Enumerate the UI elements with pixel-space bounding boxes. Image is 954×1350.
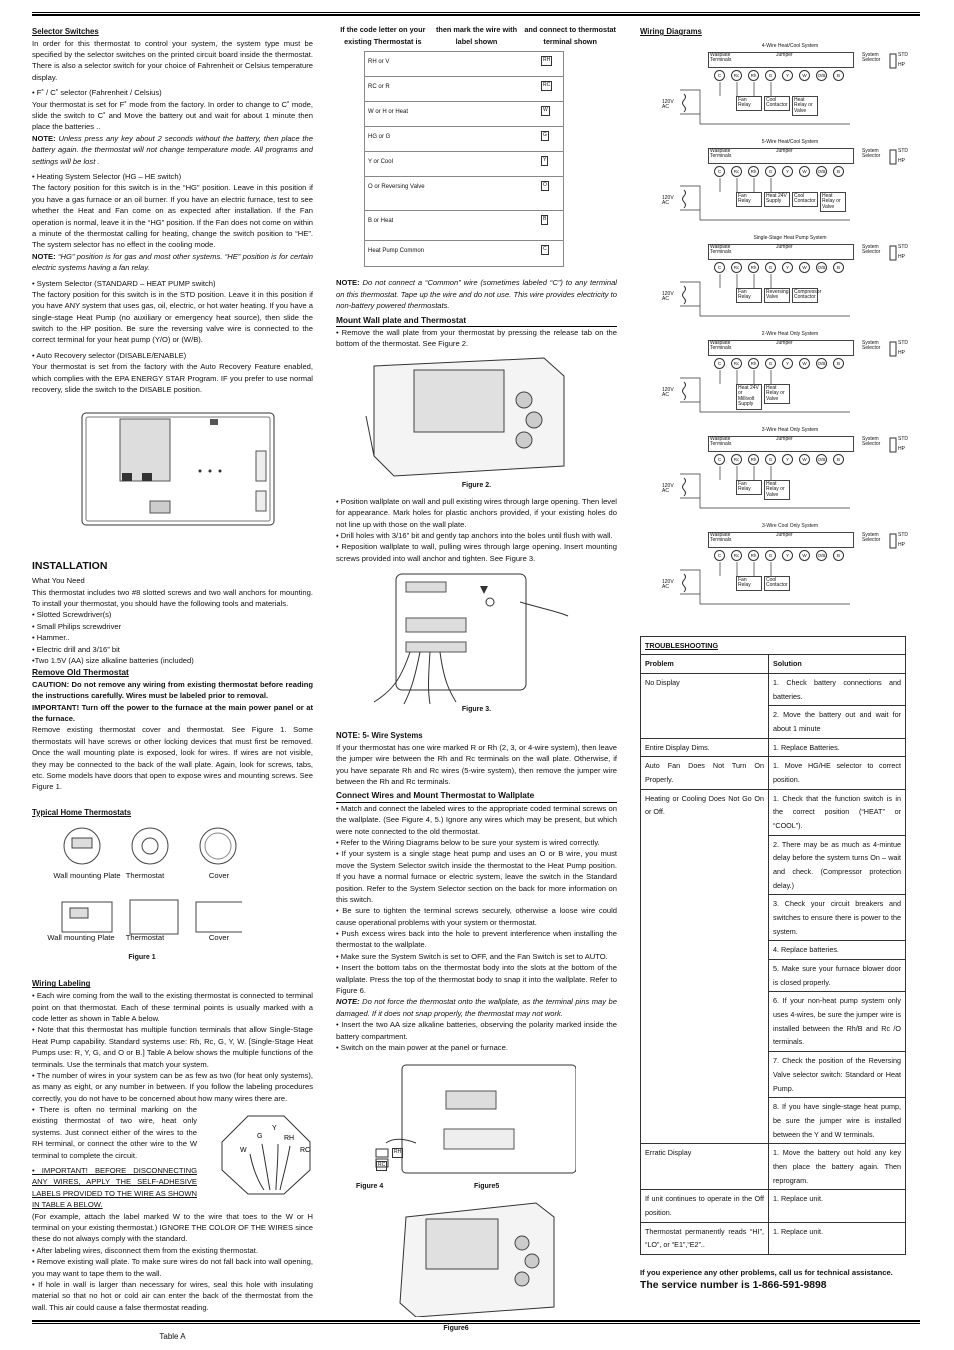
ts-row	[641, 674, 906, 706]
ts-solution: 2. There may be as much as 4-mintue delay before the system turns On – wait and check. (Compressor protection delay.)	[769, 835, 906, 895]
terminal: B	[833, 262, 844, 273]
diagram-title: 4-Wire Heat/Cool System	[761, 42, 819, 49]
fig1-label: Wall mounting Plate	[53, 871, 121, 881]
wl-p5: (For example, attach the label marked W to the wire that toes to the W or H terminal on your existing thermostat.) IGNORE THE COLOR OF THE WIRES since these do not always comply with the standard.	[32, 1211, 313, 1244]
ts-solution: 1. Replace unit.	[769, 1222, 906, 1254]
vac-label: 120V AC	[662, 290, 674, 303]
jumper-label: Jumper	[776, 339, 793, 346]
load-box: Cool Contactor	[764, 96, 790, 111]
wallplate-label: Wallplate Terminals	[710, 51, 732, 64]
ts-solution: 8. If you have single-stage heat pump, be sure the jumper wire is installed between the Y and W terminals.	[769, 1098, 906, 1144]
ts-row	[641, 757, 906, 789]
jumper-label: Jumper	[776, 435, 793, 442]
fig1-label: Thermostat	[125, 871, 165, 881]
vac-label: 120V AC	[662, 482, 674, 495]
code-header-col: If the code letter on your existing Thermostat is	[340, 25, 426, 46]
wallplate-figure-5	[336, 1061, 576, 1179]
load-box: Heat Relay or Valve	[792, 96, 818, 117]
code-table-header	[336, 24, 617, 47]
selector-switches-heading: Selector Switches	[32, 27, 99, 36]
connect-item: • Insert the two AA size alkaline batteries, observing the polarity marked inside the battery compartment.	[336, 1020, 617, 1041]
wl-p8: • If hole in wall is larger than necessary for wires, seal this hole with insulating material so that no hot or cold air can enter the back of the thermostat from the wall. This air could cause a false thermostat reading.	[32, 1279, 313, 1312]
tool-item: • Electric drill and 3/16” bit	[32, 644, 120, 654]
system-selector-label: System Selector	[862, 531, 881, 544]
ts-problem: If unit continues to operate in the Off position.	[641, 1190, 769, 1222]
terminal: G	[765, 166, 776, 177]
figure-2-caption: Figure 2.	[461, 481, 492, 489]
load-box: Heat Relay or Valve	[764, 480, 790, 501]
load-box: Fan Relay	[736, 192, 762, 207]
code-header-col: then mark the wire with label shown	[435, 25, 518, 46]
wallplate-label: Wallplate Terminals	[710, 147, 732, 160]
mount-item: • Drill holes with 3/16” bit and gently tap anchors into the boles until flush with wall.	[336, 530, 613, 540]
code-table	[364, 51, 564, 267]
selector-intro: In order for this thermostat to control your system, the system type must be specified by the selector switches on the printed circuit board inside the thermostat. There is also a selector switch for your choice of Fahrenheit or Celsius temperature display.	[32, 38, 313, 82]
terminal: Y	[782, 70, 793, 81]
ar-title: • Auto Recovery selector (DISABLE/ENABLE)	[32, 350, 187, 360]
ts-solution: 2. Move the battery out and wait for about 1 minute	[769, 706, 906, 738]
wiring-diagram	[640, 44, 906, 134]
diagram-title: 5-Wire Heat/Cool System	[761, 138, 819, 145]
column-1	[32, 24, 313, 1343]
mount-p1: • Remove the wall plate from your thermostat by pressing the release tab on the bottom of the thermostat. See Figure 2.	[336, 327, 617, 349]
thermostat-figure-6	[396, 1199, 556, 1317]
wallplate-label: Wallplate Terminals	[710, 435, 732, 448]
ts-solution: 5. Make sure your furnace blower door is closed properly.	[769, 960, 906, 992]
figure-6	[336, 1199, 617, 1331]
table-a-label: Table A	[159, 1332, 186, 1342]
hg-text: The factory position for this switch is in the “HG” position. Leave in this position if you have a gas furnace or an oil burner. If you have an electric furnace, test to see whether the Heat and Fan come on as expected after installation. If the Fan operation is normal, leave it in the “HG” position. If the Fan does not come on within a minute of the thermostat calling for heating, change the switch position to “HE”. The system selector has no effect in the cooling mode.	[32, 183, 313, 250]
figure-4-5	[336, 1061, 617, 1191]
connect-item: • Insert the bottom tabs on the thermostat body into the slots at the bottom of the wallplate. Press the top of the thermostat body to snap it into the wallplate. Refer to Figure 6.	[336, 963, 617, 996]
wl-p4: • There is often no terminal marking on the existing thermostat of two wire, heat only systems. Just connect either of the wires to the RH terminal, or connect the other wire to the W terminal to complete the circuit.	[32, 1105, 197, 1160]
terminal: Rh	[748, 550, 759, 561]
load-box: Fan Relay	[736, 288, 762, 303]
fig1-label: Wall mounting Plate	[47, 933, 115, 943]
fig4-label-rc: RC	[376, 1161, 387, 1171]
ts-row	[641, 789, 906, 835]
terminal: W	[799, 454, 810, 465]
terminal: C	[714, 454, 725, 465]
ts-problem: Auto Fan Does Not Turn On Properly.	[641, 757, 769, 789]
connect-note: NOTE: Do not force the thermostat onto the wallplate, as the terminal pins may be damaged. If it does not snap properly, the thermostat may not work.	[336, 997, 617, 1018]
terminal: G	[765, 70, 776, 81]
vac-label: 120V AC	[662, 386, 674, 399]
circuit-board-illustration	[80, 411, 278, 529]
terminal: C	[714, 70, 725, 81]
terminal: B	[833, 550, 844, 561]
ts-problem: Thermostat permanently reads “HI”, “LO”, or “E1”,“E2”..	[641, 1222, 769, 1254]
hp-label: HP	[898, 253, 905, 260]
figure-1	[32, 824, 313, 974]
troubleshooting-table	[640, 636, 906, 1255]
ts-solution: 6. If your non-heat pump system only uses 4-wires, be sure the jumper wire is installed between the Rh/B and Rc /O terminals.	[769, 992, 906, 1052]
service-number: The service number is 1-866-591-9898	[640, 1280, 827, 1292]
remove-caution: CAUTION: Do not remove any wiring from existing thermostat before reading the instructions carefully. Wires must be labeled prior to removal.	[32, 679, 313, 701]
terminal: C	[714, 550, 725, 561]
sys-title: • System Selector (STANDARD – HEAT PUMP switch)	[32, 278, 216, 288]
load-box: Heat Relay or Valve	[820, 192, 846, 213]
code-row: HG or G G	[365, 127, 563, 152]
system-selector-label: System Selector	[862, 243, 881, 256]
terminal: B	[833, 70, 844, 81]
common-wire-note: NOTE: Do not connect a “Common” wire (sometimes labeled “C”) to any terminal on this thermostat. Tape up the wire and do not use. This wire provides electricity to non-battery powered thermostats.	[336, 278, 617, 311]
hp-label: HP	[898, 61, 905, 68]
wiring-diagram	[640, 524, 906, 614]
connect-item: • Refer to the Wiring Diagrams below to be sure your system is wired correctly.	[336, 837, 600, 847]
ts-problem: Entire Display Dims.	[641, 738, 769, 757]
ts-solution: 1. Replace Batteries.	[769, 738, 906, 757]
terminal: Y	[782, 550, 793, 561]
connect-item: • Switch on the main power at the panel or furnace.	[336, 1042, 508, 1052]
wallplate-figure-3	[370, 572, 570, 708]
contact-line: If you experience any other problems, call us for technical assistance.	[640, 1267, 893, 1277]
tool-item: • Hammer..	[32, 633, 70, 643]
std-label: STD	[898, 339, 908, 346]
terminal: Rc	[731, 262, 742, 273]
fig4-label-rh: RH	[392, 1148, 403, 1158]
figure-3	[336, 570, 617, 726]
wiring-diagrams-heading: Wiring Diagrams	[640, 27, 702, 36]
terminal: O/B	[816, 358, 827, 369]
terminal: Rh	[748, 70, 759, 81]
terminal: G	[765, 358, 776, 369]
terminal: G	[765, 454, 776, 465]
ts-problem: Heating or Cooling Does Not Go On or Off.	[641, 789, 769, 1143]
load-box: Heat 24V or Millivolt Supply	[736, 384, 762, 410]
hp-label: HP	[898, 349, 905, 356]
fig1-label: Thermostat	[125, 933, 165, 943]
terminal: O/B	[816, 166, 827, 177]
diagram-title: 2-Wire Heat Only System	[761, 330, 819, 337]
terminal: O/B	[816, 454, 827, 465]
load-box: Compressor Contactor	[792, 288, 818, 303]
remove-old-heading: Remove Old Thermostat	[32, 667, 129, 678]
terminal: B	[833, 166, 844, 177]
terminal: Rh	[748, 454, 759, 465]
ts-solution: 3. Check your circuit breakers and switches to ensure there is power to the system.	[769, 895, 906, 941]
terminal: Y	[782, 454, 793, 465]
typical-heading: Typical Home Thermostats	[32, 807, 132, 817]
wiring-diagram	[640, 428, 906, 518]
connect-item: • Match and connect the labeled wires to the appropriate coded terminal screws on the wallplate. (See Figure 4, 5.) Ignore any wires which may be present, but which were note connected to the old thermostat.	[336, 803, 617, 836]
installation-heading: INSTALLATION	[32, 560, 108, 573]
jumper-label: Jumper	[776, 243, 793, 250]
connect-list	[336, 803, 617, 997]
hp-label: HP	[898, 157, 905, 164]
mount-item: • Position wallplate on wall and pull existing wires through large opening. Then level for appearance. Mark holes for plastic anchors provided, if your existing holes do not line up with those on the wall plate.	[336, 496, 617, 529]
figure-3-caption: Figure 3.	[461, 706, 492, 714]
std-label: STD	[898, 51, 908, 58]
ts-solution: 1. Check that the function switch is in the correct position (“HEAT” or “COOL”).	[769, 789, 906, 835]
terminal: O/B	[816, 262, 827, 273]
code-row: B or Heat B	[365, 211, 563, 241]
ts-solution: 7. Check the position of the Reversing Valve selector switch: Standard or Heat Pump.	[769, 1052, 906, 1098]
figure-2	[336, 356, 617, 488]
ts-row	[641, 1222, 906, 1254]
wallplate-label: Wallplate Terminals	[710, 243, 732, 256]
thermostat-types-illustration	[42, 824, 242, 944]
std-label: STD	[898, 243, 908, 250]
load-box: Cool Contactor	[792, 192, 818, 207]
load-box: Reversing Valve	[764, 288, 790, 303]
terminal: W	[799, 166, 810, 177]
wl-p3: • The number of wires in your system can be as few as two (for heat only systems), as many as eight, or any number in between. If you follow the labeling procedures correctly, you do not have to be concerned about how many wires there are.	[32, 1070, 313, 1103]
hp-label: HP	[898, 445, 905, 452]
installation-intro: This thermostat includes two #8 slotted screws and two wall anchors for mounting. To install your thermostat, you should have the following tools and materials.	[32, 587, 313, 608]
ts-col-header: Problem Solution	[641, 655, 906, 674]
connect-item: • If your system is a single stage heat pump and uses an O or B wire, you must move the System Selector switch inside the thermostat to the Heat Pump position. If you have a normal furnace or electric system, leave the switch in the Standard position. Refer to the System Selector section on the back for more information on this switch.	[336, 849, 617, 904]
ts-solution: 1. Check battery connections and batteries.	[769, 674, 906, 706]
system-selector-label: System Selector	[862, 339, 881, 352]
note5-text: If your thermostat has one wire marked R or Rh (2, 3, or 4-wire system), then leave the jumper wire between the Rh and Rc terminals on the wall plate. Otherwise, if you have separate Rh and Rc wires (5-wire system), then remove the jumper wire between the Rh and Rc terminals.	[336, 742, 617, 786]
terminal: Rh	[748, 358, 759, 369]
mount-item: • Reposition wallplate to wall, pulling wires through large opening. Insert mounting screws provided into wall anchor and tighten. See Figure 3.	[336, 542, 617, 563]
terminal: Y	[782, 166, 793, 177]
ts-problem: Erratic Display	[641, 1144, 769, 1190]
terminal: G	[765, 550, 776, 561]
fc-note: NOTE: Unless press any key about 2 seconds without the battery, then place the battery again. the thermostat will not change temperature mode. All programs and settings will be lost .	[32, 133, 313, 166]
wiring-diagrams	[640, 38, 906, 598]
load-box: Fan Relay	[736, 576, 762, 591]
ts-row	[641, 738, 906, 757]
hg-title: • Heating System Selector (HG – HE switch)	[32, 171, 182, 181]
ar-text: Your thermostat is set from the factory with the Auto Recovery Feature enabled, which complies with the EPA ENERGY STAR Program. IF you prefer to use normal recovery, slide the switch to the DISABLE position.	[32, 362, 313, 395]
octagon-label-g: G	[257, 1133, 263, 1141]
terminal: W	[799, 262, 810, 273]
std-label: STD	[898, 531, 908, 538]
terminal: G	[765, 262, 776, 273]
wiring-labeling-heading: Wiring Labeling	[32, 979, 91, 989]
terminal: B	[833, 454, 844, 465]
figure-6-caption: Figure6	[443, 1325, 469, 1333]
load-box: Fan Relay	[736, 480, 762, 495]
ts-solution: 4. Replace batteries.	[769, 941, 906, 960]
jumper-label: Jumper	[776, 147, 793, 154]
terminal: Rh	[748, 166, 759, 177]
code-row: W or H or Heat W	[365, 102, 563, 127]
remove-text: Remove existing thermostat cover and thermostat. See Figure 1. Some thermostats will have screws or other locking devices that must first be removed. Once the wall mounting plate is exposed, look for wires. If wires are not visible, they may be connected to the back of the wall plate. Again, look for screws, tabs, etc. Some models have doors that open to expose wires and mounting screws. See Figure 1.	[32, 725, 313, 792]
octagon-label-rc: RC	[300, 1147, 311, 1155]
terminal: O/B	[816, 70, 827, 81]
column-2	[336, 24, 617, 1331]
ts-row	[641, 1144, 906, 1190]
octagon-label-rh: RH	[284, 1135, 295, 1143]
std-label: STD	[898, 435, 908, 442]
wl-p2: • Note that this thermostat has multiple function terminals that allow Single-Stage Heat Pump capability. Standard systems use: Rh, Rc, G, Y, W. [Single-Stage Heat Pumps use: R, Y, G, and O or B.] Table A below shows the multiple functions of the terminals. Use the terminals that match your system.	[32, 1025, 313, 1069]
terminal: Rc	[731, 70, 742, 81]
code-row: Y or Cool Y	[365, 152, 563, 177]
connect-heading: Connect Wires and Mount Thermostat to Wallplate	[336, 789, 617, 802]
ts-body	[641, 674, 906, 1255]
remove-important: IMPORTANT! Turn off the power to the furnace at the main power panel or at the furnace.	[32, 702, 313, 724]
code-row: Heat Pump Common C	[368, 246, 547, 255]
tools-list	[32, 609, 313, 666]
wl-p6: • After labeling wires, disconnect them from the existing thermostat.	[32, 1245, 258, 1255]
vac-label: 120V AC	[662, 98, 674, 111]
octagon-label-w: W	[240, 1147, 247, 1155]
system-selector-label: System Selector	[862, 51, 881, 64]
mount-list	[336, 496, 617, 564]
wl-octagon-block	[32, 1104, 313, 1161]
hg-note: NOTE: “HG” position is for gas and most other systems. “HE” position is for certain electric systems having a fan relay.	[32, 251, 313, 273]
diagram-title: Single-Stage Heat Pump System	[753, 234, 827, 241]
bottom-rule	[32, 1320, 920, 1324]
load-box: Fan Relay	[736, 96, 762, 111]
note5-heading: NOTE: 5- Wire Systems	[336, 731, 423, 741]
wire-octagon-diagram	[220, 1114, 312, 1196]
terminal: C	[714, 358, 725, 369]
system-selector-label: System Selector	[862, 147, 881, 160]
terminal: Y	[782, 358, 793, 369]
load-box: Cool Contactor	[764, 576, 790, 591]
fig1-label: Cover	[208, 871, 230, 881]
figure-5-caption: Figure5	[474, 1183, 500, 1191]
ts-heading: TROUBLESHOOTING	[641, 636, 906, 655]
diagram-title: 3-Wire Cool Only System	[761, 522, 819, 529]
terminal: C	[714, 166, 725, 177]
mount-heading: Mount Wall plate and Thermostat	[336, 314, 617, 327]
terminal: C	[714, 262, 725, 273]
connect-item: • Make sure the System Switch is set to OFF, and the Fan Switch is set to AUTO.	[336, 951, 608, 961]
wl-p5-important: • IMPORTANT! BEFORE DISCONNECTING ANY WIRES, APPLY THE SELF-ADHESIVE LABELS PROVIDED TO THE WIRE AS SHOWN IN TABLE A BELOW.	[32, 1166, 197, 1210]
fig1-label: Cover	[208, 933, 230, 943]
tool-item: •Two 1.5V (AA) size alkaline batteries (included)	[32, 655, 194, 665]
wl-p7: • Remove existing wall plate. To make sure wires do not fall back into wall opening, you may want to tape them to the wall.	[32, 1257, 313, 1278]
hp-label: HP	[898, 541, 905, 548]
connect-item: • Be sure to tighten the terminal screws securely, otherwise a loose wire could cause operational problems with your system or thermostat.	[336, 906, 617, 927]
wiring-diagram	[640, 236, 906, 326]
vac-label: 120V AC	[662, 194, 674, 207]
wiring-diagram	[640, 332, 906, 422]
terminal: O/B	[816, 550, 827, 561]
column-3	[640, 24, 906, 1294]
terminal: W	[799, 550, 810, 561]
ts-solution: 1. Move HG/HE selector to correct position.	[769, 757, 906, 789]
top-rule	[32, 12, 920, 16]
figure-4-caption: Figure 4	[356, 1183, 384, 1191]
terminal: Rc	[731, 454, 742, 465]
code-header-col: and connect to thermostat terminal shown	[524, 25, 616, 46]
ts-heading-row	[641, 636, 906, 655]
wiring-diagram	[640, 140, 906, 230]
wallplate-label: Wallplate Terminals	[710, 531, 732, 544]
sys-text: The factory position for this switch is in the STD position. Leave it in this position if you have ANY system that uses gas, oil, electric, or hot water heating. If you have a single-stage Heat Pump (no auxiliary or emergency heat source), then slide the switch to the HP position. Be sure the reversing valve wire is connected to the correct terminal for your heat pump (Y/O) or (W/B).	[32, 289, 313, 345]
load-box: Heat Relay or Valve	[764, 384, 790, 405]
fc-title: • F˚ / C˚ selector (Fahrenheit / Celsius)	[32, 88, 162, 98]
ts-solution: 1. Replace unit.	[769, 1190, 906, 1222]
jumper-label: Jumper	[776, 531, 793, 538]
terminal: Y	[782, 262, 793, 273]
figure-1-caption: Figure 1	[128, 954, 156, 962]
octagon-label-y: Y	[272, 1125, 277, 1133]
tool-item: • Small Philips screwdriver	[32, 621, 122, 631]
terminal: W	[799, 358, 810, 369]
system-selector-label: System Selector	[862, 435, 881, 448]
ts-solution: 1. Move the battery out hold any key then place the battery again. Then reprogram.	[769, 1144, 906, 1190]
wl-p1: • Each wire coming from the wall to the existing thermostat is connected to terminal point on that thermostat. Each of these terminal points is usually marked with a code letter as shown in Table A below.	[32, 991, 313, 1023]
thermostat-figure-2	[364, 356, 584, 478]
jumper-label: Jumper	[776, 51, 793, 58]
code-row: RC or R RC	[365, 77, 563, 102]
fc-text: Your thermostat is set for F˚ mode from the factory. In order to change to C˚ mode, slide the switch to C˚ and Move the battery out and wait for about 1 minute then place the batteries ..	[32, 99, 313, 132]
ts-problem: No Display	[641, 674, 769, 739]
terminal: Rc	[731, 358, 742, 369]
code-row: RH or V RH	[365, 52, 563, 77]
tool-item: • Slotted Screwdriver(s)	[32, 610, 112, 620]
load-box: Heat 24V Supply	[764, 192, 790, 207]
connect-item: • Push excess wires back into the hole to prevent interference when installing the thermostat to the wallplate.	[336, 929, 617, 950]
vac-label: 120V AC	[662, 578, 674, 591]
wallplate-label: Wallplate Terminals	[710, 339, 732, 352]
std-label: STD	[898, 147, 908, 154]
diagram-title: 3-Wire Heat Only System	[761, 426, 819, 433]
ts-row	[641, 1190, 906, 1222]
terminal: W	[799, 70, 810, 81]
terminal: Rh	[748, 262, 759, 273]
code-row: O or Reversing Valve O	[365, 177, 563, 211]
terminal: Rc	[731, 166, 742, 177]
terminal: Rc	[731, 550, 742, 561]
terminal: B	[833, 358, 844, 369]
what-you-need: What You Need	[32, 576, 85, 586]
circuit-board-figure	[80, 411, 278, 529]
